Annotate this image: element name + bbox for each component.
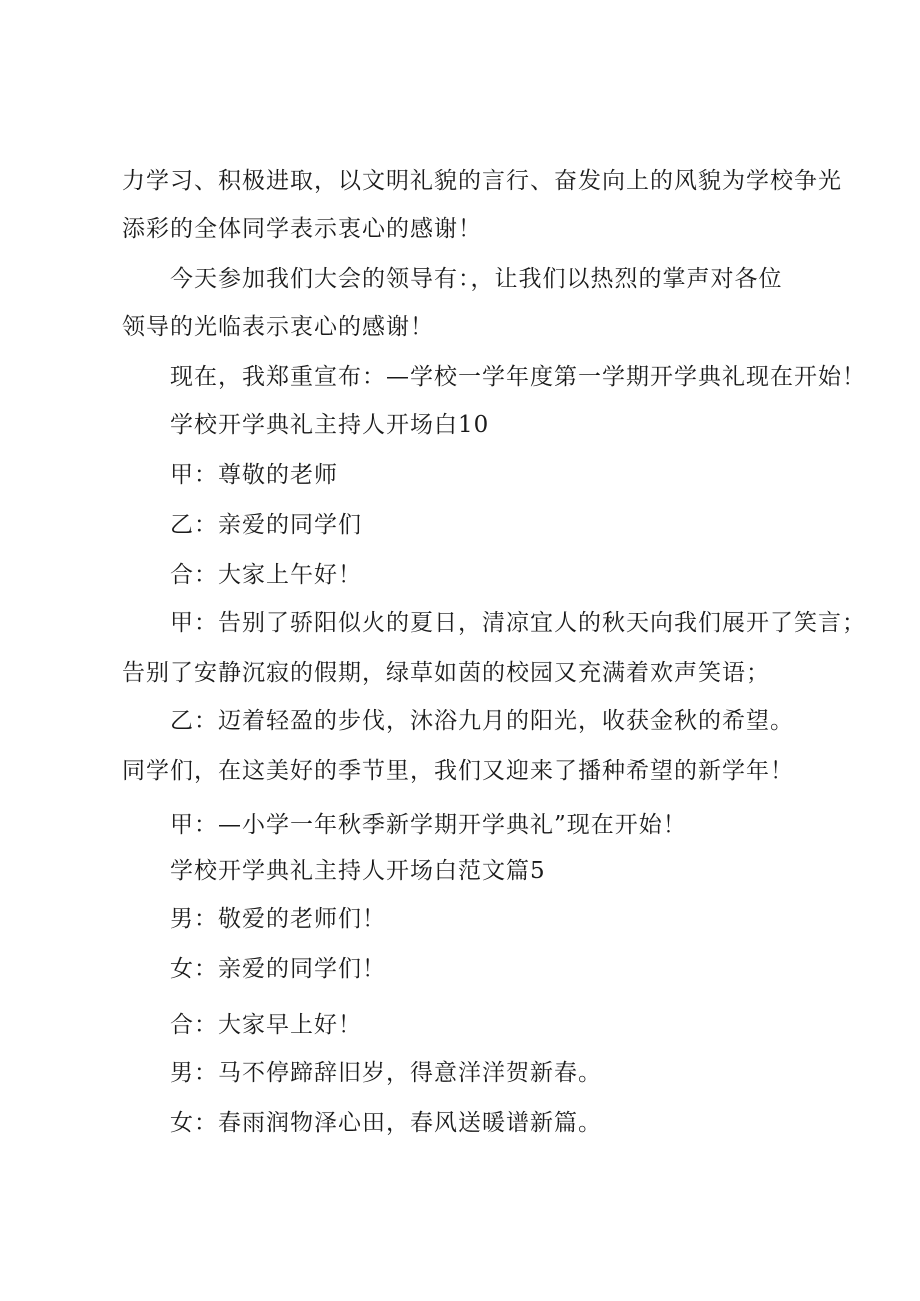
dialogue-line: 甲：尊敬的老师 xyxy=(170,462,338,488)
paragraph-line: 添彩的全体同学表示衷心的感谢！ xyxy=(122,216,482,242)
section-heading: 学校开学典礼主持人开场白10 xyxy=(170,412,490,438)
dialogue-line: 女：亲爱的同学们！ xyxy=(170,956,386,982)
dialogue-line: 甲：告别了骄阳似火的夏日，清凉宜人的秋天向我们展开了笑言； xyxy=(170,610,866,636)
dialogue-line: 告别了安静沉寂的假期，绿草如茵的校园又充满着欢声笑语； xyxy=(122,660,770,686)
dialogue-line: 同学们，在这美好的季节里，我们又迎来了播种希望的新学年！ xyxy=(122,758,794,784)
dialogue-line: 合：大家上午好！ xyxy=(170,562,362,588)
paragraph-line: 力学习、积极进取，以文明礼貌的言行、奋发向上的风貌为学校争光 xyxy=(122,168,842,194)
paragraph-line: 现在，我郑重宣布：—学校一学年度第一学期开学典礼现在开始！ xyxy=(170,364,866,390)
dialogue-line: 合：大家早上好！ xyxy=(170,1012,362,1038)
section-heading: 学校开学典礼主持人开场白范文篇5 xyxy=(170,858,546,884)
dialogue-line: 甲：—小学一年秋季新学期开学典礼”现在开始！ xyxy=(170,812,687,838)
dialogue-line: 男：马不停蹄辞旧岁，得意洋洋贺新春。 xyxy=(170,1060,602,1086)
dialogue-line: 乙：亲爱的同学们 xyxy=(170,512,362,538)
paragraph-line: 今天参加我们大会的领导有：，让我们以热烈的掌声对各位 xyxy=(170,266,783,292)
dialogue-line: 女：春雨润物泽心田，春风送暖谱新篇。 xyxy=(170,1110,602,1136)
dialogue-line: 男：敬爱的老师们！ xyxy=(170,906,386,932)
paragraph-line: 领导的光临表示衷心的感谢！ xyxy=(122,314,434,340)
dialogue-line: 乙：迈着轻盈的步伐，沐浴九月的阳光，收获金秋的希望。 xyxy=(170,708,794,734)
